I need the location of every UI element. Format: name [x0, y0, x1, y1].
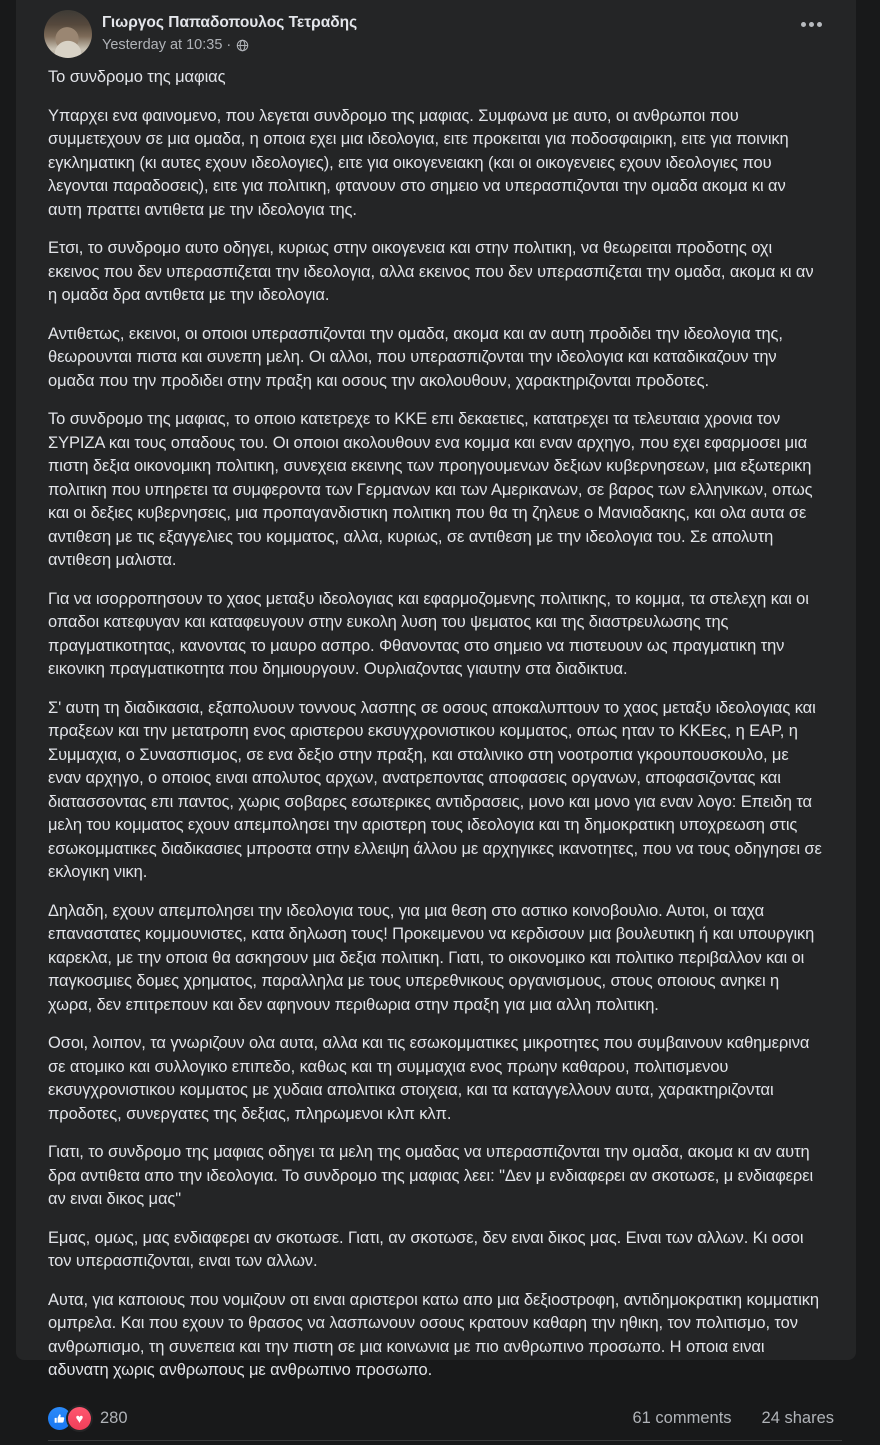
post-paragraph: Εμας, ομως, μας ενδιαφερει αν σκοτωσε. Γιατι, αν σκοτωσε, δεν ειναι δικος μας. Ειναι των αλλων. Κι οσοι τον υπερασπιζονται, ειναι των αλλων. — [48, 1228, 804, 1270]
post-paragraph: Το συνδρομο της μαφιας, το οποιο κατετρεχε το ΚΚΕ επι δεκαετιες, κατατρεχει τα τελευταια χρονια τον ΣΥΡΙΖΑ και τους οπαδους του. Οι οποιοι ακολουθουν ενα κομμα και εναν αρχηγο, που εχει εφαρμοσει μια πιστη δεξια οικονομικη πολιτικη, συνεχεια εκεινης των προηγουμενων δεξιων κυβερνησεων, μια εξωτερικη πολιτικη που υπηρετει τα συμφεροντα των Γερμανων και των Αμερικανων, σε βαρος των ελληνικων, οπως και οι δεξιες κυβερνησεις, μια προπαγανδιστικη πολιτικη που θα τη ζηλευε ο Μανιαδακης, και ολα αυτα σε αντιθεση με τις εξαγγελιες του κομματος, αλλα, κυριως, σε αντιθεση με την ιδεολογια του. Σε απολυτη αντιθεση μαλιστα. — [48, 410, 813, 569]
post-paragraph: Υπαρχει ενα φαινομενο, που λεγεται συνδρομο της μαφιας. Συμφωνα με αυτο, οι ανθρωποι που συμμετεχουν σε μια ομαδα, η οποια εχει μια ιδεολογια, ειτε προκειται για ποδοσφαιρικη, ειτε για ποινικη εγκληματικη (κι αυτες εχουν ιδεολογιες), ειτε για οικογενειακη (και οι οικογενειες εχουν ιδεολογιες που λεγονται παραδοσεις), ειτε για πολιτικη, φτανουν στο σημειο να υπερασπιζονται την ομαδα ακομα κι αν αυτη πραττει αντιθετα με την ιδεολογια της. — [48, 106, 789, 219]
reaction-icons[interactable] — [48, 1407, 91, 1430]
post-paragraph: Ετσι, το συνδρομο αυτο οδηγει, κυριως στην οικογενεια και στην πολιτικη, να θεωρειται προδοτης οχι εκεινος που δεν υπερασπιζεται την ιδεολογια, αλλα εκεινος που δεν υπερασπιζεται την ομαδα, ακομα κι αν η ομαδα δρα αντιθετα με την ιδεολογια. — [48, 239, 814, 304]
post-paragraph: Για να ισορροπησουν το χαος μεταξυ ιδεολογιας και εφαρμοζομενης πολιτικης, το κομμα, τα στελεχη και οι οπαδοι κατεφυγαν και καταφευγουν στην ευκολη λυση του ψεματος και της διαστρευλωσης της πραγματικοτητας, κανοντας το μαυρο ασπρο. Φθανοντας στο σημειο να πιστευουν ως πραγματικη την εικονικη πραγματικοτητα που δημιουργουν. Ουρλιαζοντας γιαυτην στα διαδικτυα. — [48, 589, 809, 678]
love-reaction-icon[interactable]: ♥ — [68, 1407, 91, 1430]
post-paragraph: Αυτα, για καποιους που νομιζουν οτι ειναι αριστεροι κατω απο μια δεξιοστροφη, αντιδημοκρατικη κομματικη ομπρελα. Και που εχουν το θρασος να λασπωνουν οσους κρατουν καθαρη την ηθικη, τον πολιτισμο, τον ανθρωπισμο, τη συνεπεια και την πιστη σε μια κοινωνια με πιο ανθρωπινο προσωπο. Η οποια ειναι αδυνατη χωρις ανθρωπους με ανθρωπινο προσωπο. — [48, 1290, 819, 1379]
shares-count[interactable]: 24 shares — [761, 1409, 834, 1427]
dot-icon — [801, 22, 806, 27]
post-paragraph: Οσοι, λοιπον, τα γνωριζουν ολα αυτα, αλλα και τις εσωκομματικες μικροτητες που συμβαινουν καθημερινα σε ατομικο και συλλογικο επιπεδο, καθως και τη συμμαχια ενος πρωην καθαρου, πολιτισμενου εκσυγχρονιστικου κομματος με χυδαια απολιτικα στοιχεια, και τα καταγγελλουν αυτα, χαρακτηριζονται προδοτες, συνεργατες της δεξιας, πληρωμενοι κλπ κλπ. — [48, 1034, 810, 1123]
dot-icon — [809, 22, 814, 27]
facebook-post-card — [16, 0, 856, 1427]
post-paragraph: Δηλαδη, εχουν απεμπολησει την ιδεολογια τους, για μια θεση στο αστικο κοινοβουλιο. Αυτοι, οι ταχα επαναστατες κομμουνιστες, κατα δηλωση τους! Προκειμενου να κερδισουν μια βουλευτικη ή και υπουργικη καρεκλα, με την οποια θα ασκησουν μια δεξια πολιτικη. Γιατι, το οικονομικο και πολιτικο περιβαλλον και οι παγκοσμιες δομες χρηματος, παραλληλα με τους υπερεθνικους οργανισμους, στους οποιους ανηκει η χωρα, δεν επιτρεπουν και δεν αφηνουν περιθωρια στην πραξη για μια αλλη πολιτικη. — [48, 901, 815, 1014]
post-footer — [16, 1398, 856, 1445]
post-paragraph: Το συνδρομο της μαφιας — [48, 68, 226, 86]
post-paragraph: Αντιθετως, εκεινοι, οι οποιοι υπερασπιζονται την ομαδα, ακομα και αν αυτη προδιδει την ιδεολογια της, θεωρουνται πιστα και συνεπη μελη. Οι αλλοι, που υπερασπιζονται την ιδεολογια και καταδικαζουν την ομαδα που την προδιδει στην πραξη και οσους την ακολουθουν, χαρακτηριζονται προδοτες. — [48, 324, 783, 390]
post-text — [16, 64, 856, 1398]
avatar[interactable] — [44, 10, 92, 58]
timestamp[interactable]: Yesterday at 10:35 — [102, 37, 223, 53]
post-header — [16, 0, 856, 64]
globe-icon — [236, 39, 249, 52]
more-options-button[interactable] — [793, 10, 840, 39]
post-meta — [102, 36, 793, 55]
post-header-text — [102, 10, 793, 55]
post-paragraph: Γιατι, το συνδρομο της μαφιας οδηγει τα μελη της ομαδας να υπερασπιζονται την ομαδα, ακομα κι αν αυτη δρα αντιθετα απο την ιδεολογια. Το συνδρομο της μαφιας λεει: "Δεν μ ενδιαφερει αν σκοτωσε, μ ενδιαφερει αν ειναι δικος μας" — [48, 1143, 814, 1208]
footer-divider — [48, 1440, 842, 1445]
engagement-row — [48, 1398, 846, 1440]
dot-icon — [817, 22, 822, 27]
post-paragraph: Σ' αυτη τη διαδικασια, εξαπολυουν τοννους λασπης σε οσους αποκαλυπτουν το χαος μεταξυ ιδεολογιας και πραξεων και την μετατροπη ενος αριστερου εκσυγχρονιστικου κομματος, οπως ηταν το ΚΚΕες, η ΕΑΡ, η Συμμαχια, ο Συνασπισμος, σε ενα δεξιο στην πραξη, και σταλινικο στη νοοτροπια γκρουπουσκουλο, με εναν αρχηγο, ο οποιος ειναι απολυτος αρχων, ανατρεποντας αποφασεις οργανων, αποφασιζοντας και διατασσοντας επι παντος, χωρις σοβαρες εσωτερικες αντιδρασεις, μονο και μονο για εναν λογο: Επειδη τα μελη του κομματος εχουν απεμπολησει την αριστερη τους ιδεολογια και τη δημοκρατικη υποχρεωση στις εσωκομματικες διαδικασιες μπροστα στην ελλειψη άλλου με αρχηγικες ικανοτητες, που να τους οδηγησει σε εκλογικη νικη. — [48, 698, 822, 881]
comments-count[interactable]: 61 comments — [632, 1409, 732, 1427]
reaction-count[interactable]: 280 — [100, 1409, 128, 1427]
author-name[interactable]: Γιωργος Παπαδοπουλος Τετραδης — [102, 14, 358, 31]
meta-separator: · — [226, 37, 232, 53]
